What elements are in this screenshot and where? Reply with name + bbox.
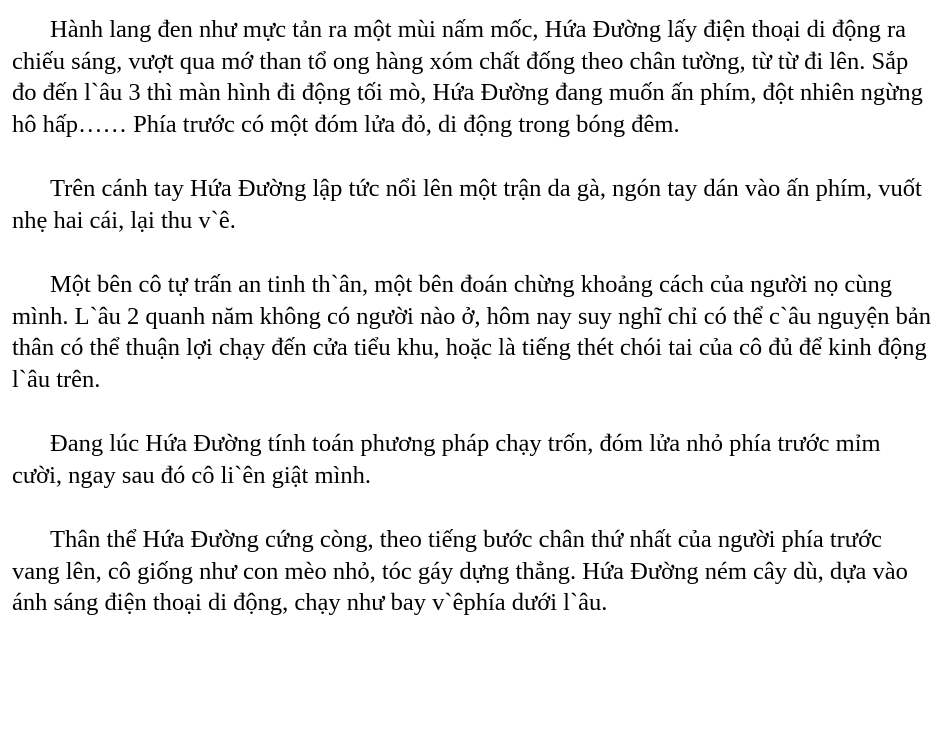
paragraph-4: Đang lúc Hứa Đường tính toán phương pháp chạy trốn, đóm lửa nhỏ phía trước mỉm cười, ngay sau đó cô li`ên giật mình.	[12, 430, 881, 489]
document-page	[12, 14, 934, 619]
paragraph-1: Hành lang đen như mực tản ra một mùi nấm mốc, Hứa Đường lấy điện thoại di động ra chiếu sáng, vượt qua mớ than tổ ong hàng xóm chất đống theo chân tường, từ từ đi lên. Sắp đo đến l`âu 3 thì màn hình đi động tối mò, Hứa Đường đang muốn ấn phím, đột nhiên ngừng hô hấp…… Phía trước có một đóm lửa đỏ, di động trong bóng đêm.	[12, 16, 923, 138]
paragraph-3: Một bên cô tự trấn an tinh th`ân, một bên đoán chừng khoảng cách của người nọ cùng mình. L`âu 2 quanh năm không có người nào ở, hôm nay suy nghĩ chỉ có thể c`âu nguyện bản thân có thể thuận lợi chạy đến cửa tiểu khu, hoặc là tiếng thét chói tai của cô đủ để kinh động l`âu trên.	[12, 271, 931, 393]
paragraph-5: Thân thể Hứa Đường cứng còng, theo tiếng bước chân thứ nhất của người phía trước vang lên, cô giống như con mèo nhỏ, tóc gáy dựng thẳng. Hứa Đường ném cây dù, dựa vào ánh sáng điện thoại di động, chạy như bay v`êphía dưới l`âu.	[12, 526, 908, 616]
paragraph-2: Trên cánh tay Hứa Đường lập tức nổi lên một trận da gà, ngón tay dán vào ấn phím, vuốt nhẹ hai cái, lại thu v`ê.	[12, 175, 922, 234]
